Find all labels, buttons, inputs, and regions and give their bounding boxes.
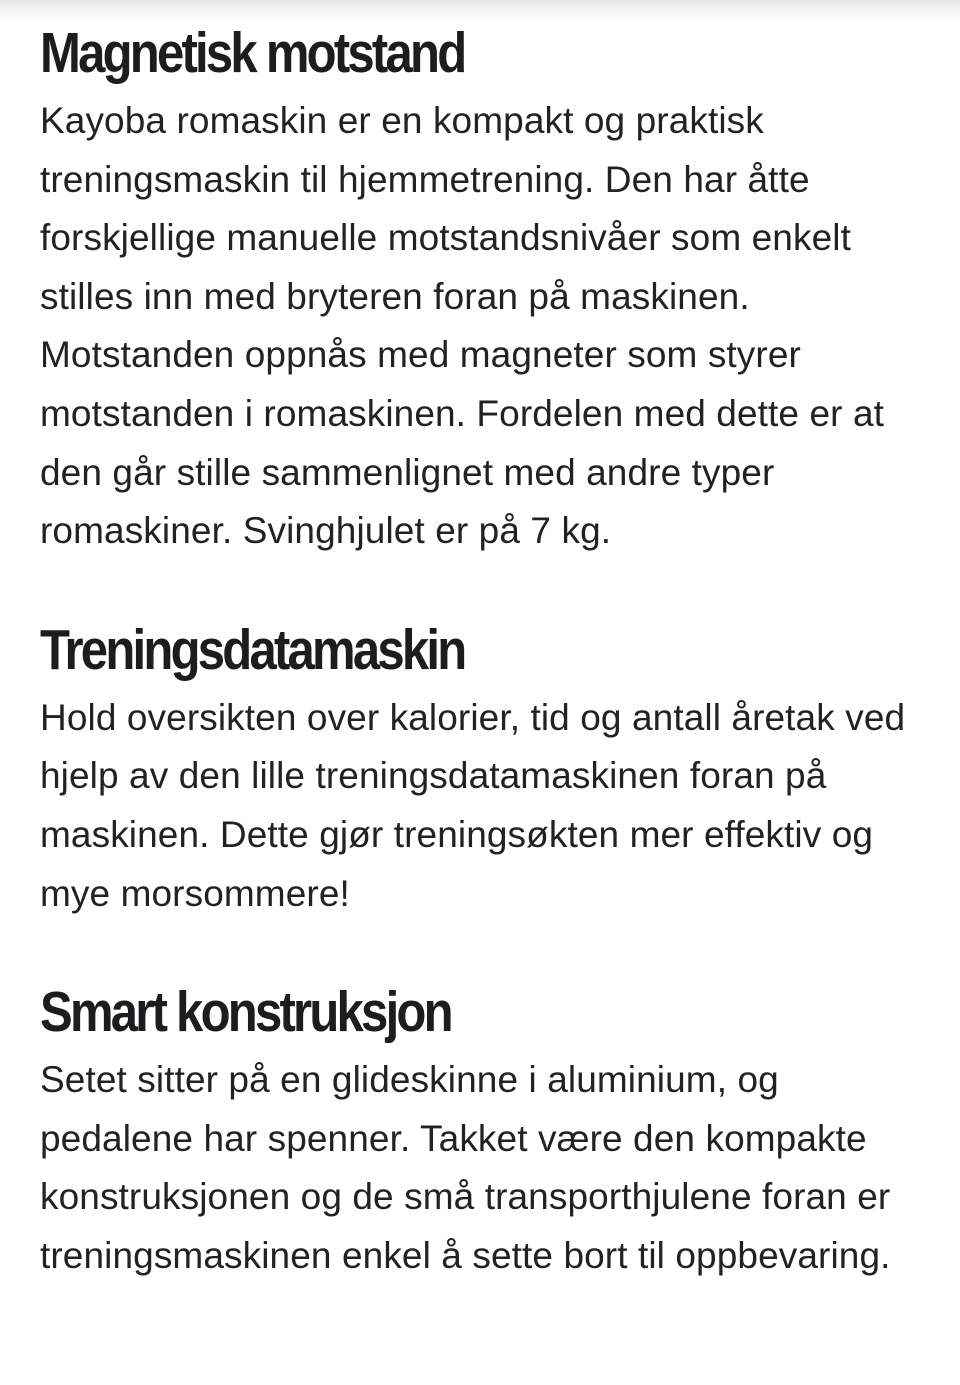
- section-smart-konstruksjon: [40, 973, 930, 1285]
- section-treningsdatamaskin: [40, 611, 930, 923]
- section-heading: Magnetisk motstand: [40, 21, 465, 85]
- section-paragraph: Setet sitter på en glideskinne i aluminium, og pedalene har spenner. Takket være den kompakte konstruksjonen og de små transporthjulene foran er treningsmaskinen enkel å sette bort til oppbevaring.: [40, 1059, 891, 1276]
- section-magnetisk-motstand: [40, 14, 930, 561]
- section-heading: Smart konstruksjon: [40, 980, 451, 1045]
- article-content: [40, 14, 930, 1286]
- section-paragraph: Hold oversikten over kalorier, tid og antall åretak ved hjelp av den lille treningsdatamaskinen foran på maskinen. Dette gjør treningsøkten mer effektiv og mye morsommere!: [40, 696, 906, 914]
- section-heading: Treningsdatamaskin: [40, 617, 465, 682]
- section-paragraph: Kayoba romaskin er en kompakt og praktisk treningsmaskin til hjemmetrening. Den har åtte forskjellige manuelle motstandsnivåer som enkelt stilles inn med bryteren foran på maskinen. Motstanden oppnås med magneter som styrer motstanden i romaskinen. Fordelen med dette er at den går stille sammenlignet med andre typer romaskiner. Svinghjulet er på 7 kg.: [40, 100, 885, 552]
